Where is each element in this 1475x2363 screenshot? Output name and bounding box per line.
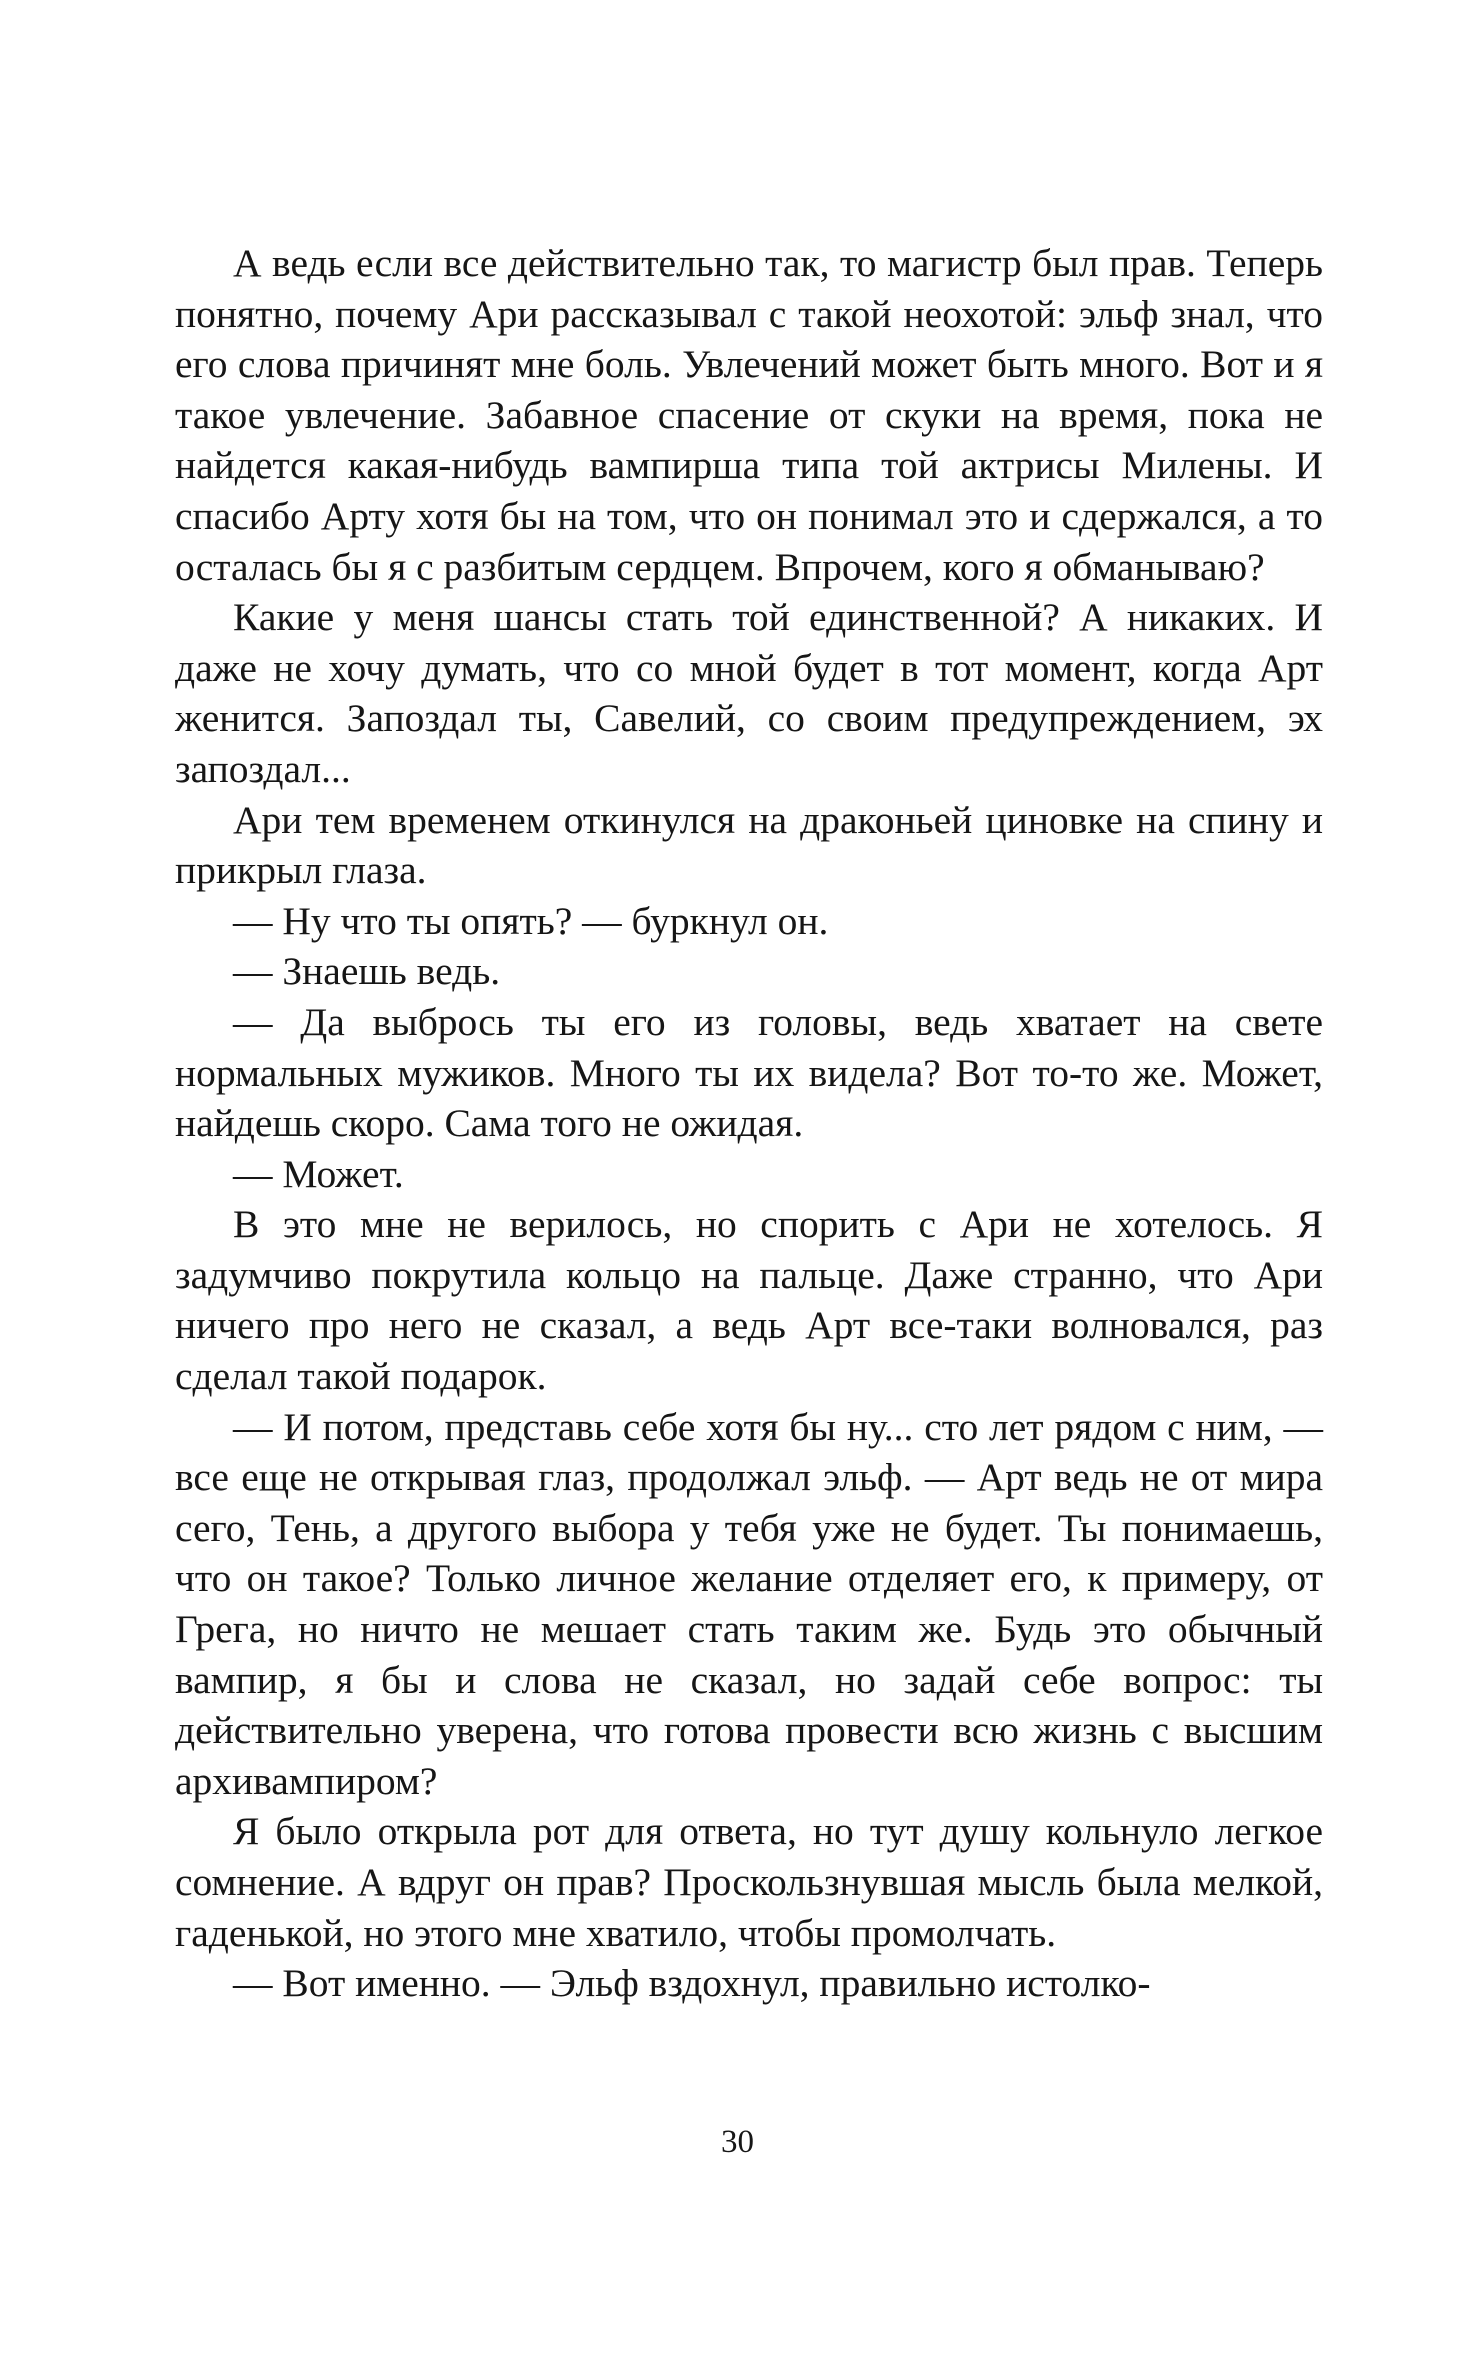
- page-number: 30: [721, 2124, 754, 2160]
- paragraph: Какие у меня шансы стать той единственной? А никаких. И даже не хочу думать, что со мной будет в тот момент, когда Арт женится. Запоздал ты, Савелий, со своим предупреждением, эх запоздал...: [175, 595, 1323, 791]
- paragraph: — Вот именно. — Эльф вздохнул, правильно истолко-: [233, 1961, 1151, 2006]
- paragraph: Ари тем временем откинулся на драконьей циновке на спину и прикрыл глаза.: [175, 797, 1323, 893]
- paragraph: А ведь если все действительно так, то магистр был прав. Теперь понятно, почему Ари рассказывал с такой неохотой: эльф знал, что его слова причинят мне боль. Увлечений может быть много. Вот и я такое увлечение. Забавное спасение от скуки на время, пока не найдется какая-нибудь вампирша типа той актрисы Милены. И спасибо Арту хотя бы на том, что он понимал это и сдержался, а то осталась бы я с разбитым сердцем. Впрочем, кого я обманываю?: [175, 241, 1323, 589]
- paragraph: — Может.: [233, 1151, 404, 1196]
- paragraph: Я было открыла рот для ответа, но тут душу кольнуло легкое сомнение. А вдруг он прав? Проскользнувшая мысль была мелкой, гаденькой, но этого мне хватило, чтобы промолчать.: [175, 1809, 1323, 1955]
- paragraph: — Да выбрось ты его из головы, ведь хватает на свете нормальных мужиков. Много ты их видела? Вот то-то же. Может, найдешь скоро. Сама того не ожидая.: [175, 999, 1323, 1146]
- paragraph: — Ну что ты опять? — буркнул он.: [233, 898, 829, 943]
- paragraph: В это мне не верилось, но спорить с Ари не хотелось. Я задумчиво покрутила кольцо на пальце. Даже странно, что Ари ничего про него не сказал, а ведь Арт все-таки волновался, раз сделал такой подарок.: [175, 1202, 1323, 1399]
- paragraph: — И потом, представь себе хотя бы ну... сто лет рядом с ним, — все еще не открывая глаз, продолжал эльф. — Арт ведь не от мира сего, Тень, а другого выбора у тебя уже не будет. Ты понимаешь, что он такое? Только личное желание отделяет его, к примеру, от Грега, но ничто не мешает стать таким же. Будь это обычный вампир, я бы и слова не сказал, но задай себе вопрос: ты действительно уверена, что готова провести всю жизнь с высшим архивампиром?: [175, 1404, 1323, 1803]
- page-body: [175, 238, 1323, 2009]
- paragraph: — Знаешь ведь.: [233, 949, 501, 994]
